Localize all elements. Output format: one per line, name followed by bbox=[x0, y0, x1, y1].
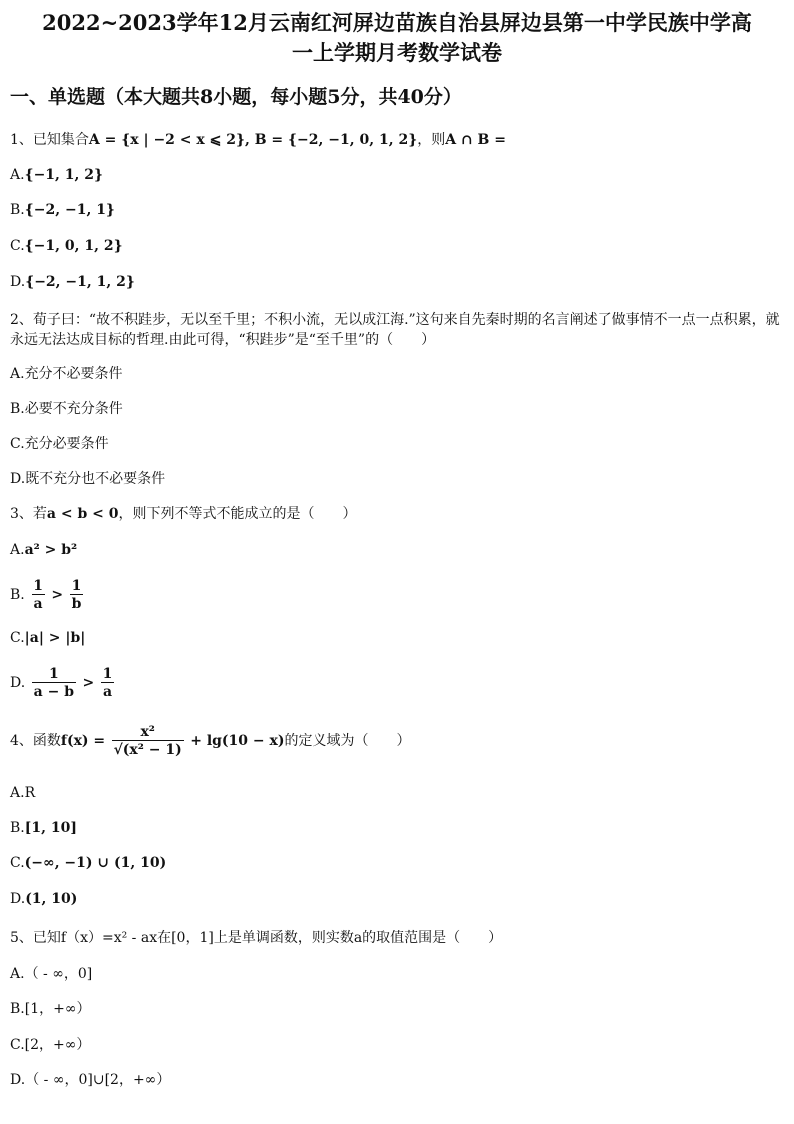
q4-option-c: C.(−∞, −1) ∪ (1, 10) bbox=[10, 855, 167, 871]
q4-stem: 4、函数f(x) = $\frac{\text{x²}}{\text{√(x² − 1)}}$ + lg(10 − x)的定义域为（ ） bbox=[10, 724, 411, 758]
q3-option-b: B. $\frac{1}{a}$ > $\frac{1}{b}$ bbox=[10, 578, 82, 612]
q5-option-b: B.[1，+∞） bbox=[10, 1001, 91, 1017]
fraction: $\frac{\text{x²}}{\text{√(x² − 1)}}$ bbox=[113, 724, 182, 758]
q5-option-a: A.（ - ∞，0] bbox=[10, 966, 93, 982]
q2-stem: 2、荀子曰：“故不积跬步，无以至千里；不积小流，无以成江海.”这句来自先秦时期的名言阐述了做事情不一点一点积累，就永远无法达成目标的哲理.由此可得，“积跬步”是“至千里”的（ ） bbox=[10, 312, 780, 348]
q2-option-c: C.充分必要条件 bbox=[10, 436, 109, 452]
q5-stem: 5、已知f（x）=x² - ax在[0，1]上是单调函数，则实数a的取值范围是（ ） bbox=[10, 930, 503, 946]
q1-stem: 1、已知集合A = {x | −2 < x ⩽ 2}, B = {−2, −1, 0, 1, 2}，则A ∩ B = bbox=[10, 132, 506, 148]
q3-option-c: C.|a| > |b| bbox=[10, 630, 86, 646]
fraction: $\frac{1}{a}$ bbox=[33, 578, 43, 612]
section-heading: 一、单选题（本大题共8小题，每小题5分，共40分） bbox=[10, 86, 462, 108]
fraction: $\frac{1}{a}$ bbox=[102, 666, 113, 700]
title-line-1: 2022~2023学年12月云南红河屏边苗族自治县屏边县第一中学民族中学高 bbox=[42, 10, 752, 35]
q4-option-d: D.(1, 10) bbox=[10, 891, 78, 907]
title-line-2: 一上学期月考数学试卷 bbox=[292, 40, 502, 65]
q5-option-d: D.（ - ∞，0]∪[2，+∞） bbox=[10, 1072, 171, 1088]
q1-option-d: D.{−2, −1, 1, 2} bbox=[10, 274, 135, 290]
q4-option-b: B.[1, 10] bbox=[10, 820, 77, 836]
q3-stem: 3、若a < b < 0，则下列不等式不能成立的是（ ） bbox=[10, 506, 357, 522]
q2-option-b: B.必要不充分条件 bbox=[10, 401, 123, 417]
fraction: $\frac{1}{b}$ bbox=[71, 578, 82, 612]
q5-option-c: C.[2，+∞） bbox=[10, 1037, 91, 1053]
q3-option-a: A.a² > b² bbox=[10, 542, 78, 558]
q2-option-d: D.既不充分也不必要条件 bbox=[10, 471, 166, 487]
q4-option-a: A.R bbox=[10, 785, 36, 801]
q2-option-a: A.充分不必要条件 bbox=[10, 366, 123, 382]
q3-option-d: D. $\frac{1}{a - b}$ > $\frac{1}{a}$ bbox=[10, 666, 113, 700]
q1-option-b: B.{−2, −1, 1} bbox=[10, 202, 115, 218]
q1-option-a: A.{−1, 1, 2} bbox=[10, 167, 104, 183]
fraction: $\frac{1}{a - b}$ bbox=[33, 666, 74, 700]
exam-title bbox=[0, 8, 794, 68]
q1-option-c: C.{−1, 0, 1, 2} bbox=[10, 238, 123, 254]
